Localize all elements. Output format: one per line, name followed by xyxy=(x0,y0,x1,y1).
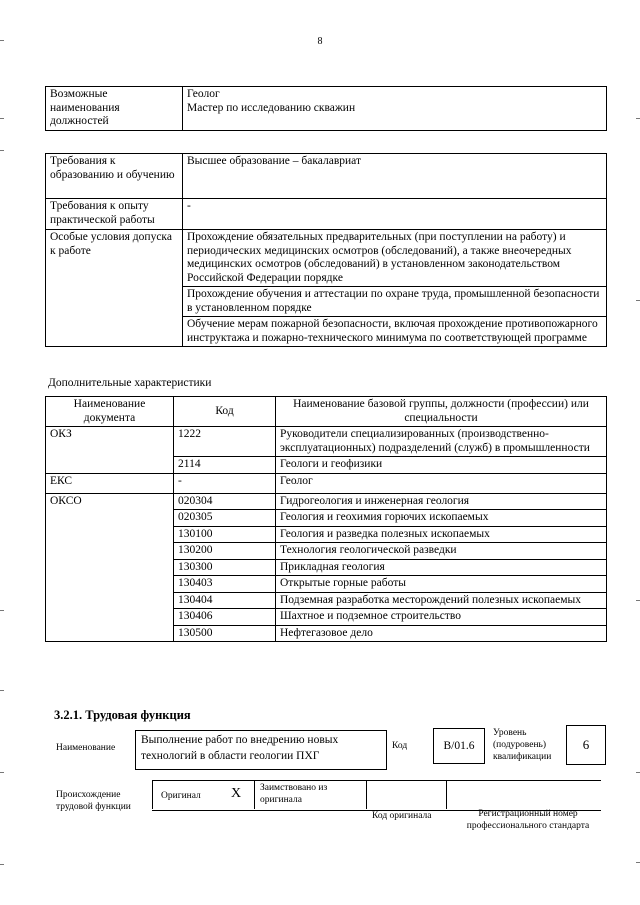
code-cell: 130500 xyxy=(174,625,276,642)
code-cell: 130100 xyxy=(174,526,276,543)
doc-okso: ОКСО xyxy=(46,493,174,642)
education-value: Высшее образование – бакалавриат xyxy=(183,154,607,199)
code-cell: 130404 xyxy=(174,592,276,609)
code-cell: 020304 xyxy=(174,493,276,510)
code-cell: 130403 xyxy=(174,576,276,593)
header-document: Наименование документа xyxy=(46,397,174,427)
code-cell: 130200 xyxy=(174,543,276,560)
level-value-box: 6 xyxy=(566,725,606,765)
origin-row xyxy=(152,780,601,811)
special-condition-item: Обучение мерам пожарной безопасности, включая прохождение противопожарного инструктажа и пожарно-технического минимума по соответствующей программе xyxy=(183,317,607,347)
name-cell: Подземная разработка месторождений полезных ископаемых xyxy=(276,592,607,609)
code-cell: 130406 xyxy=(174,609,276,626)
name-label: Наименование xyxy=(56,743,116,753)
special-conditions-label: Особые условия допуска к работе xyxy=(46,230,183,347)
special-condition-item: Прохождение обязательных предварительных (при поступлении на работу) и периодических медицинских осмотров (обследований), а также внеочередных медицинских осмотров (обследований) в установленном законодательством Российской Федерации порядке xyxy=(183,230,607,287)
borrowed-label: Заимствовано из оригинала xyxy=(260,783,328,805)
name-cell: Шахтное и подземное строительство xyxy=(276,609,607,626)
labor-function-heading: 3.2.1. Трудовая функция xyxy=(54,708,191,722)
code-cell: - xyxy=(174,473,276,493)
header-name: Наименование базовой группы, должности (профессии) или специальности xyxy=(276,397,607,427)
possible-titles-label: Возможные наименования должностей xyxy=(46,87,183,131)
code-original-caption: Код оригинала xyxy=(372,811,432,821)
name-cell: Геолог xyxy=(276,473,607,493)
origin-label: Происхождение трудовой функции xyxy=(56,790,131,812)
name-cell: Открытые горные работы xyxy=(276,576,607,593)
name-cell: Технология геологической разведки xyxy=(276,543,607,560)
name-cell: Геологи и геофизики xyxy=(276,457,607,474)
experience-value: - xyxy=(183,199,607,230)
name-cell: Прикладная геология xyxy=(276,559,607,576)
possible-titles-values xyxy=(183,87,607,131)
header-code: Код xyxy=(174,397,276,427)
additional-title: Дополнительные характеристики xyxy=(48,377,212,389)
code-cell: 2114 xyxy=(174,457,276,474)
special-condition-item: Прохождение обучения и аттестации по охране труда, промышленной безопасности в установленном порядке xyxy=(183,287,607,317)
code-cell: 020305 xyxy=(174,510,276,527)
function-name-box: Выполнение работ по внедрению новых технологий в области геологии ПХГ xyxy=(135,730,387,770)
reg-number-caption: Регистрационный номер профессионального стандарта xyxy=(466,809,590,831)
name-cell: Геология и геохимия горючих ископаемых xyxy=(276,510,607,527)
doc-okz: ОКЗ xyxy=(46,427,174,474)
name-cell: Гидрогеология и инженерная геология xyxy=(276,493,607,510)
possible-title: Мастер по исследованию скважин xyxy=(187,101,356,114)
experience-label: Требования к опыту практической работы xyxy=(46,199,183,230)
original-label: Оригинал xyxy=(161,791,201,801)
name-cell: Геология и разведка полезных ископаемых xyxy=(276,526,607,543)
possible-title: Геолог xyxy=(187,88,220,100)
code-cell: 1222 xyxy=(174,427,276,457)
code-label: Код xyxy=(392,741,408,751)
code-value-box: B/01.6 xyxy=(433,728,485,764)
name-cell: Нефтегазовое дело xyxy=(276,625,607,642)
additional-table xyxy=(45,396,607,642)
page-number: 8 xyxy=(317,36,323,47)
requirements-table xyxy=(45,153,607,347)
level-label: Уровень (подуровень) квалификации xyxy=(493,728,552,762)
original-mark: X xyxy=(231,786,242,801)
education-label: Требования к образованию и обучению xyxy=(46,154,183,199)
name-cell: Руководители специализированных (производственно-эксплуатационных) подразделений (служб) в промышленности xyxy=(276,427,607,457)
code-cell: 130300 xyxy=(174,559,276,576)
possible-titles-table xyxy=(45,86,607,131)
doc-eks: ЕКС xyxy=(46,473,174,493)
